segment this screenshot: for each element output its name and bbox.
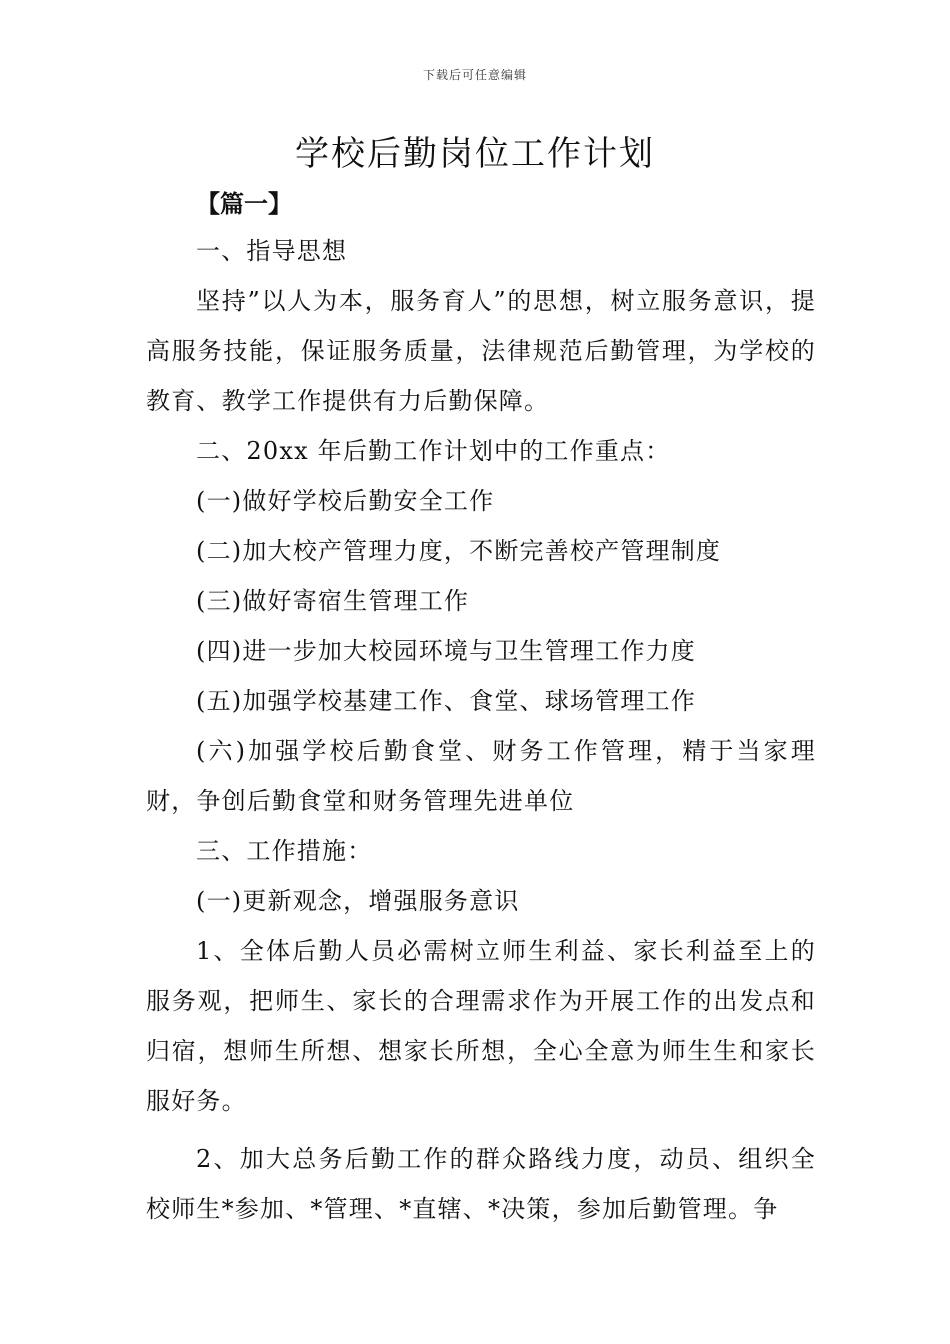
paragraph-measure-1-1: 1、全体后勤人员必需树立师生利益、家长利益至上的服务观，把师生、家长的合理需求作为开展工作的出发点和归宿，想师生所想、想家长所想，全心全意为师生生和家长服好务。 xyxy=(146,937,816,1115)
list-item-focus-5: (五)加强学校基建工作、食堂、球场管理工作 xyxy=(196,687,696,715)
list-item-focus-1: (一)做好学校后勤安全工作 xyxy=(196,487,495,515)
list-item-focus-3: (三)做好寄宿生管理工作 xyxy=(196,587,470,615)
document-body xyxy=(146,226,816,1234)
list-item-focus-6: (六)加强学校后勤食堂、财务工作管理，精于当家理财，争创后勤食堂和财务管理先进单位 xyxy=(146,737,816,815)
heading-work-measures: 三、工作措施： xyxy=(196,837,373,865)
list-item-focus-4: (四)进一步加大校园环境与卫生管理工作力度 xyxy=(196,637,696,665)
paragraph-guiding-ideology: 坚持”以人为本，服务育人”的思想，树立服务意识，提高服务技能，保证服务质量，法律规范后勤管理，为学校的教育、教学工作提供有力后勤保障。 xyxy=(146,287,816,415)
heading-guiding-ideology: 一、指导思想 xyxy=(196,237,348,265)
section-tag: 【篇一】 xyxy=(196,189,292,218)
heading-work-focus: 二、20xx 年后勤工作计划中的工作重点： xyxy=(196,437,671,465)
list-item-measure-1: (一)更新观念，增强服务意识 xyxy=(196,887,520,915)
header-note: 下载后可任意编辑 xyxy=(422,68,527,82)
list-item-focus-2: (二)加大校产管理力度，不断完善校产管理制度 xyxy=(196,537,722,565)
document-title: 学校后勤岗位工作计划 xyxy=(295,134,655,174)
paragraph-measure-1-2: 2、加大总务后勤工作的群众路线力度，动员、组织全校师生*参加、*管理、*直辖、*决策，参加后勤管理。争 xyxy=(146,1145,816,1223)
